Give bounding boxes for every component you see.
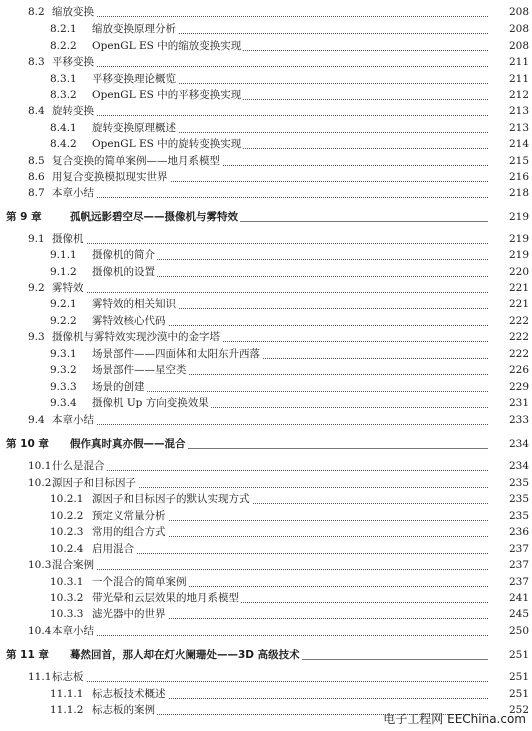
toc-title <box>92 87 488 104</box>
toc-entry-row <box>0 296 532 313</box>
toc-title <box>52 169 488 186</box>
toc-title-text: 标志板的案例 <box>92 704 155 716</box>
toc-title-text: 带光晕和云层效果的地月系模型 <box>92 592 239 604</box>
toc-title <box>92 491 488 508</box>
toc-title <box>70 647 488 664</box>
toc-entry-row <box>0 71 532 88</box>
toc-entry-row <box>0 231 532 248</box>
toc-entry-row <box>0 38 532 55</box>
toc-chapter-row <box>0 436 532 453</box>
toc-title <box>92 247 488 264</box>
toc-title-text: 本章小结 <box>52 414 94 426</box>
toc-page-number: 241 <box>489 590 529 607</box>
toc-entry-row <box>0 362 532 379</box>
toc-number: 8.3.2 <box>50 89 77 101</box>
toc-title-text: 摄像机与雾特效实现沙漠中的金字塔 <box>52 331 220 343</box>
toc-title-text: OpenGL ES 中的旋转变换实现 <box>92 138 242 150</box>
toc-number: 10.2.3 <box>50 526 84 538</box>
toc-title <box>92 136 488 153</box>
toc-number: 9.3.3 <box>50 381 77 393</box>
toc-number: 10.2.2 <box>50 510 84 522</box>
toc-title-text: 什么是混合 <box>52 460 105 472</box>
toc-title-text: 滤光器中的世界 <box>92 608 166 620</box>
toc-entry-row <box>0 247 532 264</box>
toc-title-text: 孤帆远影碧空尽——摄像机与雾特效 <box>70 211 238 223</box>
toc-page-number: 213 <box>489 120 529 137</box>
toc-entry-row <box>0 169 532 186</box>
toc-title-text: 缩放变换原理分析 <box>92 23 176 35</box>
toc-number: 第 10 章 <box>6 438 49 450</box>
toc-page-number: 229 <box>489 379 529 396</box>
toc-number: 9.2.1 <box>50 298 77 310</box>
toc-title <box>52 280 488 297</box>
toc-page-number: 216 <box>489 169 529 186</box>
toc-page-number: 252 <box>489 702 529 719</box>
toc-number: 10.3 <box>28 559 52 571</box>
toc-number: 9.3 <box>28 331 45 343</box>
toc-title <box>52 412 488 429</box>
toc-page-number: 236 <box>489 524 529 541</box>
toc-page-number: 226 <box>489 362 529 379</box>
toc-title-text: 启用混合 <box>92 543 134 555</box>
toc-title <box>52 103 488 120</box>
toc-title-text: 一个混合的简单案例 <box>92 576 187 588</box>
toc-page-number: 211 <box>489 54 529 71</box>
watermark: 电子工程网 EEChina.com <box>383 712 526 726</box>
toc-number: 9.3.2 <box>50 364 77 376</box>
toc-number: 第 11 章 <box>6 649 49 661</box>
toc-title <box>92 362 488 379</box>
toc-entry-row <box>0 280 532 297</box>
toc-page-number: 237 <box>489 557 529 574</box>
toc-title <box>92 346 488 363</box>
toc-page-number: 219 <box>489 247 529 264</box>
toc-page-number: 237 <box>489 574 529 591</box>
toc-title <box>92 313 488 330</box>
toc-title-text: 预定义常量分析 <box>92 510 166 522</box>
toc-number: 11.1.1 <box>50 688 84 700</box>
toc-title <box>52 4 488 21</box>
toc-number: 9.2 <box>28 282 45 294</box>
toc-number: 8.4 <box>28 105 45 117</box>
toc-number: 9.3.1 <box>50 348 77 360</box>
toc-number: 9.1.2 <box>50 266 77 278</box>
toc-title-text: 场景部件——四面体和太阳东升西落 <box>92 348 260 360</box>
toc-title <box>92 686 488 703</box>
toc-entry-row <box>0 329 532 346</box>
toc-title-text: 源因子和目标因子的默认实现方式 <box>92 493 250 505</box>
toc-page-number: 208 <box>489 21 529 38</box>
toc-number: 8.3 <box>28 56 45 68</box>
toc-number: 8.2.1 <box>50 23 77 35</box>
toc-page-number: 213 <box>489 103 529 120</box>
toc-entry-row <box>0 185 532 202</box>
toc-title-text: 混合案例 <box>52 559 94 571</box>
toc-number: 8.6 <box>28 171 45 183</box>
toc-title-text: 雾特效核心代码 <box>92 315 166 327</box>
toc-title <box>92 574 488 591</box>
toc-entry-row <box>0 313 532 330</box>
toc-entry-row <box>0 346 532 363</box>
toc-chapter-row <box>0 647 532 664</box>
toc-entry-row <box>0 87 532 104</box>
toc-page-number: 219 <box>489 209 529 226</box>
toc-number: 11.1.2 <box>50 704 84 716</box>
toc-entry-row <box>0 264 532 281</box>
toc-title-text: 本章小结 <box>52 187 94 199</box>
toc-page-number: 212 <box>489 87 529 104</box>
toc-title <box>52 54 488 71</box>
toc-entry-row <box>0 54 532 71</box>
toc-title <box>70 436 488 453</box>
toc-page-number: 222 <box>489 313 529 330</box>
toc-entry-row <box>0 4 532 21</box>
toc-page-number: 251 <box>489 647 529 664</box>
toc-page-number: 235 <box>489 475 529 492</box>
toc-title <box>52 557 488 574</box>
toc-number: 8.2.2 <box>50 40 77 52</box>
toc-number: 10.2.1 <box>50 493 84 505</box>
toc-title <box>92 38 488 55</box>
toc-title <box>92 395 488 412</box>
toc-entry-row <box>0 103 532 120</box>
toc-title <box>52 458 488 475</box>
toc-title-text: 场景的创建 <box>92 381 145 393</box>
toc-title <box>52 231 488 248</box>
toc-page-number: 234 <box>489 458 529 475</box>
toc-number: 9.1 <box>28 233 45 245</box>
toc-number: 9.2.2 <box>50 315 77 327</box>
toc-entry-row <box>0 508 532 525</box>
toc-title-text: 雾特效的相关知识 <box>92 298 176 310</box>
toc-page-number: 235 <box>489 508 529 525</box>
toc-entry-row <box>0 590 532 607</box>
toc-title-text: OpenGL ES 中的缩放变换实现 <box>92 40 242 52</box>
toc-title <box>70 209 488 226</box>
toc-number: 8.5 <box>28 155 45 167</box>
toc-entry-row <box>0 153 532 170</box>
toc-number: 10.3.2 <box>50 592 84 604</box>
toc-chapter-row <box>0 209 532 226</box>
toc-entry-row <box>0 491 532 508</box>
toc-title <box>52 329 488 346</box>
toc-title <box>92 590 488 607</box>
toc-title <box>52 669 488 686</box>
toc-title-text: 旋转变换原理概述 <box>92 122 176 134</box>
toc-page-number: 222 <box>489 346 529 363</box>
toc-number: 9.4 <box>28 414 45 426</box>
toc-title-text: 标志板技术概述 <box>92 688 166 700</box>
toc-title <box>52 475 488 492</box>
toc-number: 8.4.2 <box>50 138 77 150</box>
toc-page-number: 208 <box>489 38 529 55</box>
toc-title-text: 摄像机的设置 <box>92 266 155 278</box>
toc-entry-row <box>0 120 532 137</box>
toc-entry-row <box>0 475 532 492</box>
toc-title <box>92 508 488 525</box>
toc-entry-row <box>0 412 532 429</box>
toc-page-number: 218 <box>489 185 529 202</box>
toc-page-number: 251 <box>489 686 529 703</box>
toc-page-number: 208 <box>489 4 529 21</box>
toc-page-number: 235 <box>489 491 529 508</box>
toc-entry-row <box>0 686 532 703</box>
toc-number: 8.3.1 <box>50 73 77 85</box>
toc-entry-row <box>0 395 532 412</box>
toc-title <box>92 21 488 38</box>
toc-page-number: 214 <box>489 136 529 153</box>
toc-entry-row <box>0 669 532 686</box>
toc-page-number: 221 <box>489 296 529 313</box>
toc-title-text: 标志板 <box>52 671 84 683</box>
toc-title-text: 平移变换 <box>52 56 94 68</box>
toc-entry-row <box>0 379 532 396</box>
toc-title <box>92 379 488 396</box>
toc-entry-row <box>0 524 532 541</box>
toc-title-text: 摄像机的简介 <box>92 249 155 261</box>
toc-title-text: 蓦然回首，那人却在灯火阑珊处——3D 高级技术 <box>70 649 300 661</box>
toc-title <box>92 71 488 88</box>
toc-title <box>92 524 488 541</box>
toc-number: 10.2.4 <box>50 543 84 555</box>
toc-page-number: 245 <box>489 606 529 623</box>
toc-number: 8.4.1 <box>50 122 77 134</box>
toc-title <box>52 153 488 170</box>
toc-entry-row <box>0 21 532 38</box>
toc-entry-row <box>0 557 532 574</box>
toc-number: 11.1 <box>28 671 52 683</box>
toc-title-text: 假作真时真亦假——混合 <box>70 438 186 450</box>
toc-title-text: 复合变换的简单案例——地月系模型 <box>52 155 220 167</box>
toc-entry-row <box>0 574 532 591</box>
toc-number: 8.7 <box>28 187 45 199</box>
toc-number: 10.1 <box>28 460 52 472</box>
toc-page-number: 219 <box>489 231 529 248</box>
toc-title-text: 旋转变换 <box>52 105 94 117</box>
toc-page-number: 231 <box>489 395 529 412</box>
toc-page-number: 222 <box>489 329 529 346</box>
toc-page-number: 220 <box>489 264 529 281</box>
toc-title-text: 常用的组合方式 <box>92 526 166 538</box>
toc-title-text: 雾特效 <box>52 282 84 294</box>
toc-page-number: 233 <box>489 412 529 429</box>
toc-title-text: 用复合变换模拟现实世界 <box>52 171 168 183</box>
toc-number: 第 9 章 <box>6 211 42 223</box>
toc-number: 10.3.3 <box>50 608 84 620</box>
toc-number: 9.3.4 <box>50 397 77 409</box>
toc-page-number: 211 <box>489 71 529 88</box>
toc-title <box>92 264 488 281</box>
toc-number: 9.1.1 <box>50 249 77 261</box>
toc-title-text: 摄像机 <box>52 233 84 245</box>
toc-page-number: 234 <box>489 436 529 453</box>
toc-number: 10.3.1 <box>50 576 84 588</box>
toc-title <box>92 606 488 623</box>
toc-title <box>92 541 488 558</box>
toc-number: 10.2 <box>28 477 52 489</box>
toc-title-text: 摄像机 Up 方向变换效果 <box>92 397 209 409</box>
toc-entry-row <box>0 458 532 475</box>
toc-entry-row <box>0 136 532 153</box>
toc-entry-row <box>0 541 532 558</box>
toc-title <box>52 185 488 202</box>
toc-entry-row <box>0 606 532 623</box>
toc-title-text: 平移变换理论概览 <box>92 73 176 85</box>
toc-title <box>92 296 488 313</box>
toc-title <box>52 623 488 640</box>
toc-page-number: 221 <box>489 280 529 297</box>
toc-title-text: 场景部件——星空类 <box>92 364 187 376</box>
toc-page-number: 251 <box>489 669 529 686</box>
toc-title <box>92 120 488 137</box>
toc-number: 10.4 <box>28 625 52 637</box>
toc-page-number: 250 <box>489 623 529 640</box>
toc-title-text: 源因子和目标因子 <box>52 477 136 489</box>
toc-page-number: 237 <box>489 541 529 558</box>
toc-number: 8.2 <box>28 6 45 18</box>
toc-page-number: 215 <box>489 153 529 170</box>
toc-entry-row <box>0 623 532 640</box>
toc-title-text: 本章小结 <box>52 625 94 637</box>
toc-title-text: OpenGL ES 中的平移变换实现 <box>92 89 242 101</box>
toc-title-text: 缩放变换 <box>52 6 94 18</box>
